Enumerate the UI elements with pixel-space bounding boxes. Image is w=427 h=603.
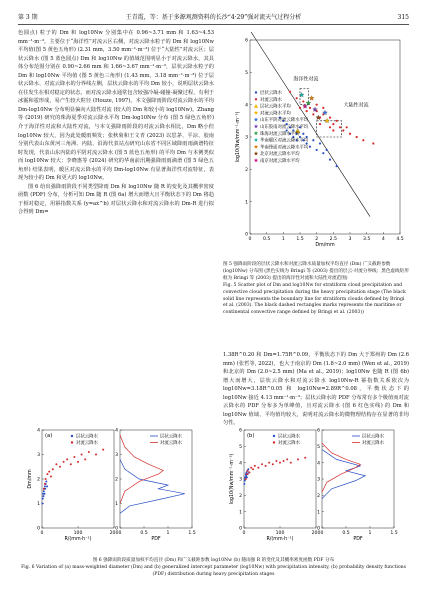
fig5-xtick-label: 4 [381,237,385,242]
figure-5-caption-cn: 图 5 强降雨阶段的层状云降水和对流云降水质量加权平均直径 (Dm) 广义截距参数 (log10Nw) 分布图 (黑色实线为 Bringi 等 (2003) 提出的层云-对流分界线；黑色虚线矩形框为 Bringi 等 (2003) 提出的海洋性对流和大陆性对流范围) [223,262,409,281]
fig6b-scatter-xlabel: R/(mm·h⁻¹) [266,537,294,542]
fig5-legend-label: 山东胶南对流云降水平均 [260,125,309,130]
fig6b-scatter-point-stratiform [246,476,248,478]
fig6b-scatter-point-convective [279,462,281,464]
fig6b-scatter-ylabel: log10(Nw/mm⁻¹·m⁻³) [230,453,235,505]
fig5-point-stratiform [302,133,304,135]
fig5-legend-swatch [255,91,257,93]
fig6a-scatter-point-convective [55,463,57,465]
fig6b-scatter-legend-swatch [273,441,275,443]
fig5-point-convective [319,123,321,125]
left-paragraph-1: 色圆点) 粒子的 Dm 和 log10Nw 分别集中在 0.96~3.71 mm 和 1.63~4.53 mm⁻¹·m⁻³，主要位于“海洋性”对流云区右侧，对流云降水粒子的 Dm 和 log10Nw 平均值(图 5 黄色五角形) (2.31 mm，3.50 mm⁻¹·m⁻³) 位于“大陆性”对流云区；层状云降水 (图 5 蓝色圆点) Dm 和 log10Nw 的值域范围明显小于对流云降水，其具体分布范围分别在 0.90~2.66 mm 和 1.66~3.67 mm⁻¹·m⁻³，层状云降水粒子的 Dm 和 log10Nw 平均值 (图 5 黄色三角形) (1.43 mm，3.18 mm⁻¹·m⁻³) 位于层状云降水、对流云降水的分界线左侧，层状云降水的平均 Dm 较小，说明层状云降水在往发生在相对稳定的状态，而对流云降水通常包含较强冷凝-碰撞-凝聚过程，有利于冰霰和雹形成，易产生较大粒径 (Houze, 1997)。本文强降雨阶段对流云降水的平均 Dm-log10Nw 分布明显偏向大陆性对流 (较大的 Dm 和较小的 log10Nw)。Zhang 等 (2019) 研究的珠海夏季对流云降水平均 Dm-log10Nw 分布 (图 5 绿色五角形) 介于海洋性对流和大陆性对流，与本文强降雨阶段的对流云降水相比，Dm 略小但 log10Nw 较大，因为此处暖雨频发；张秋菊和王文青 (2023) 以思茅、平凉、胶南分别代表山东黄河三角洲、内陆、沿海代表站点研究山东省不同区域降雨雨滴谱特征时发现，代表山东内陆的平阴对流云降水 (图 5 蓝色五角形) 的平均 Dm 与本例类似而 log10Nw 较大；李晓惠等 (2024) 研究的华南前汛期强降雨雨滴谱 (图 5 绿色五角形) 结果表明，暖区对流云降水的平均 Dm-log10Nw 有显著海洋性对流特征，表现为较小的 Dm 和更大的 log10Nw。 [18,30,214,182]
fig5-point-stratiform [329,159,331,161]
fig5-continental-label: 大陆性对流 [343,102,369,109]
fig6a-scatter-point-convective [95,454,97,456]
fig5-xtick-label: 3.5 [363,237,371,242]
fig6b-scatter-point-convective [283,460,285,462]
fig5-legend-label: 华南暖区对流云降水平均 [260,138,309,144]
fig5-legend-swatch [254,131,258,135]
fig5-point-convective [339,126,341,128]
fig5-point-convective [342,129,344,131]
fig5-ytick-label: 6 [245,38,248,44]
fig6a-pdf-line-stratiform [120,459,185,513]
fig5-point-convective [296,97,298,99]
fig6a-scatter-point-convective [50,476,52,478]
fig6b-scatter-legend-label: 对流云降水 [278,441,300,447]
fig6b-scatter-point-convective [245,478,247,480]
fig6a-pdf-legend-label: 对流云降水 [160,441,182,447]
fig6b-scatter-ytick-label: 6 [239,428,242,434]
fig6a-scatter-point-stratiform [42,498,44,500]
fig6a-scatter-point-stratiform [41,503,43,505]
fig6a-scatter-point-convective [43,488,45,490]
fig5-legend-swatch [254,117,258,121]
issue-label: 第 3 期 [18,14,38,21]
fig6a-scatter-point-stratiform [46,485,48,487]
fig5-legend-label: 层状云降水平均 [260,104,291,110]
fig5-point-convective [332,123,334,125]
fig6a-pdf-legend-label: 层状云降水 [160,434,182,440]
figure-5-scatter [228,32,408,258]
right-paragraph-1: 1.38R^0.20 和 Dm=1.75R^0.09，平衡状态下的 Dm 大于郑州的 Dm (2.6 mm) (张哲等, 2022)，也大于南京的 Dm (1.8~2.0 mm) (Wen et al., 2019) 和北京的 Dm (2.0~2.5 mm) (Ma et al., 2019)；log10Nw 也随 R (图 6b) 增大而增大，层状云降水和对流云降水 log10Nw-R 幂指数关系依次为 log10Nw=3.18R^0.05 和 log10Nw=2.89R^0.08，平衡状态下的 log10Nw 接近 4.13 mm⁻¹·m⁻³；层状云降水的 PDF 分布常有多个极值而对流云降水的 PDF 分布多为单峰值，且对流云降水 (图 6 红色实线) 的 Dm 和 log10Nw 值域、平均值均较大，说明对流云降水的微物理结构存在显著的非均匀性。 [223,352,409,427]
fig5-xtick-label: 1 [281,237,285,242]
fig5-legend-swatch [254,138,258,142]
fig5-ytick-label: 2 [245,167,248,173]
fig5-legend-label: 华南锋面对流云降水平均 [260,145,309,151]
fig5-legend-swatch [254,111,258,115]
fig6a-scatter-point-convective [73,456,75,458]
fig5-ytick-label: 4 [245,103,248,109]
fig6b-pdf-ytick-label: 2 [317,493,320,499]
fig5-point-convective [356,136,358,138]
fig6a-scatter-point-convective [66,458,68,460]
fig6a-pdf-xtick-label: 1 [166,531,170,536]
fig6a-scatter-point-stratiform [45,480,47,482]
left-text-column [18,29,214,217]
fig6a-scatter-point-convective [44,483,46,485]
fig6a-pdf-ytick-label: 4 [115,428,118,434]
fig6b-scatter-point-convective [275,460,277,462]
running-title: 王青霞，等：基于多源观测资料的长沙“4·29”强对流天气过程分析 [125,14,302,21]
figure-5-plot-area [235,32,404,248]
fig5-point-convective [312,113,314,115]
fig6b-pdf-xtick-label: 1 [368,531,372,536]
fig6b-pdf-legend-label: 层状云降水 [362,434,384,440]
fig5-point-convective [316,104,318,106]
figure-6-caption-cn: 图 6 强降雨阶段质量加权平均直径 (Dm) 和广义截距参数 log10Nw (b) 随雨强 R 的变化及其概率密度函数 PDF 分布 [92,558,335,563]
fig5-legend-swatch [254,124,258,128]
figure-5-caption [223,262,409,317]
page-number: 315 [397,14,409,21]
fig6b-pdf-ytick-label: 5 [317,444,320,450]
fig6b-pdf-xtick-label: 0 [320,531,324,536]
fig6a-scatter-legend-label: 层状云降水 [76,434,98,440]
right-text-column [223,351,409,428]
fig5-point-convective [302,100,304,102]
fig6a-scatter-xtick-label: 0 [40,531,44,536]
fig6a-scatter-point-convective [52,468,54,470]
fig5-point-convective [372,142,374,144]
fig6a-scatter-point-stratiform [42,495,44,497]
fig5-point-convective [349,133,351,135]
fig5-point-convective [322,107,324,109]
fig6b-scatter-point-convective [290,462,292,464]
fig6a-scatter-ylabel: Dm/mm [28,469,33,489]
fig6a-pdf-xlabel: PDF [151,537,161,542]
fig5-legend-swatch [254,145,258,149]
fig5-legend-label: 对流云降水 [260,97,282,103]
fig6a-pdf-ytick-label: 1 [115,502,118,508]
fig5-xtick-label: 4.5 [396,237,404,242]
fig5-point-stratiform [319,142,321,144]
fig5-xtick-label: 2 [315,237,319,242]
fig6a-scatter-point-convective [102,449,104,451]
fig6b-scatter-point-convective [272,463,274,465]
fig5-xtick-label: 0 [248,237,252,242]
fig6b-pdf-legend-label: 对流云降水 [362,441,384,447]
fig5-legend-label: 层状云降水 [260,91,282,96]
fig5-point-convective [299,107,301,109]
fig6b-scatter-point-convective [268,462,270,464]
fig6b-pdf-ytick-label: 4 [317,461,320,467]
fig6a-scatter-ytick-label: 4 [37,428,40,434]
fig6b-scatter-point-convective [248,471,250,473]
fig6a-pdf-ytick-label: 3 [115,453,118,459]
fig6a-pdf-line-convective [120,435,163,504]
figure-5-caption-en: Fig. 5 Scatter plot of Dm and log10Nw for stratiform cloud precipitation and convective cloud precipitation during the heavy precipitation stage (The black solid line represents the boundary line for stratiform clouds defined by Bringi et al. (2003). The black dashed rectangles marks represents the maritime or continental convective range defined by Bringi et al. (2003)) [223,282,406,316]
fig5-point-convective [346,126,348,128]
fig6b-scatter-point-convective [254,465,256,467]
fig6a-scatter-ytick-label: 3 [37,453,40,459]
fig5-legend-label: 南京对流云降水平均 [260,159,300,164]
figure-6-caption-en: Fig. 6 Variation of (a) mass-weighted diameter (Dm) and (b) generalized intercept parameter (log10Nw) with precipitation intensity, (b) probability density functions (PDF) distribution during heavy precipitation stages [21,564,406,577]
fig6b-scatter-legend-swatch [273,435,275,437]
fig6a-scatter-point-stratiform [44,493,46,495]
fig5-xtick-label: 1.5 [296,237,304,242]
left-paragraph-2: 图 6 给出强降雨阶段不同类型降雨 Dm 和 log10Nw 随 R 的变化及其概率密度函数 (PDF) 分布，分析可知 Dm 随 R (图 6a) 增大而增大且平衡状态下的 Dm 将趋于相对稳定，用幂指数关系 (y=ax^b) 对层状云降水和对流云降水的 Dm-R 进行拟合得到 Dm= [18,183,214,216]
fig5-xlabel: Dm/mm [315,243,335,248]
fig5-point-convective [309,107,311,109]
fig5-point-convective [289,91,291,93]
fig5-ytick-label: 3 [245,135,248,141]
fig6a-scatter-legend-label: 对流云降水 [76,441,98,447]
fig5-point-stratiform [336,165,338,167]
fig5-legend-swatch [254,151,258,155]
fig5-point-stratiform [312,139,314,141]
fig6a-scatter-point-convective [77,461,79,463]
fig6b-scatter-point-convective [286,458,288,460]
fig6b-scatter-legend-label: 层状云降水 [278,434,300,440]
fig5-mean-marker [316,115,321,120]
fig5-point-stratiform [316,149,318,151]
fig6a-scatter-point-convective [84,458,86,460]
fig5-mean-marker [325,118,330,123]
fig5-point-convective [332,129,334,131]
fig6b-pdf-xtick-label: 1.5 [390,531,398,536]
fig6b-scatter-point-convective [247,470,249,472]
fig6b-scatter-ytick-label: 5 [239,444,242,450]
fig5-point-stratiform [322,152,324,154]
fig5-legend-label: 对流云降水平均 [260,111,291,117]
fig6a-scatter-xtick-label: 200 [109,531,119,536]
fig6a-scatter-point-convective [88,451,90,453]
fig6b-pdf-line-stratiform [322,450,365,499]
fig6b-scatter-point-convective [252,468,254,470]
fig6b-pdf-xtick-label: 0.5 [342,531,350,536]
fig6b-scatter-ytick-label: 2 [239,493,242,499]
fig6a-pdf-xtick-label: 0 [118,531,122,536]
fig6a-scatter-legend-swatch [71,435,73,437]
fig6b-pdf-ytick-label: 6 [317,428,320,434]
fig6b-scatter-ytick-label: 4 [239,461,242,467]
fig6a-scatter-point-stratiform [43,490,45,492]
fig5-legend-swatch [255,98,257,100]
fig5-point-convective [329,117,331,119]
fig5-ytick-label: 1 [245,200,248,206]
fig5-ylabel: log10(Nw/mm⁻¹·m⁻³) [236,111,241,163]
fig6a-scatter-point-convective [81,454,83,456]
fig6b-scatter-xtick-label: 200 [311,531,321,536]
fig5-maritime-label: 海洋性对流 [293,76,319,83]
fig6b-scatter-point-convective [250,467,252,469]
fig6b-pdf-ytick-label: 0 [317,526,320,532]
fig6b-scatter-ytick-label: 1 [239,510,242,516]
fig6a-scatter-point-convective [48,471,50,473]
fig6b-scatter-point-convective [257,467,259,469]
fig6a-pdf-ytick-label: 0 [115,526,118,532]
fig5-xtick-label: 0.5 [263,237,271,242]
fig6b-scatter-point-stratiform [243,483,245,485]
fig5-xtick-label: 3 [348,237,352,242]
fig5-mean-marker [309,96,314,101]
fig6a-pdf-ytick-label: 2 [115,477,118,483]
fig5-legend-label: 珠海对流云降水平均 [260,131,300,137]
fig6b-scatter-point-convective [246,473,248,475]
fig5-mean-marker [303,104,308,109]
fig6a-pdf-xtick-label: 1.5 [188,531,196,536]
fig6b-scatter-point-convective [265,465,267,467]
fig5-point-stratiform [326,149,328,151]
fig6b-scatter-xtick-label: 0 [242,531,246,536]
fig6a-scatter-legend-swatch [71,441,73,443]
fig6a-scatter-xlabel: R/(mm·h⁻¹) [64,537,92,542]
fig5-ytick-label: 5 [245,70,248,76]
figure-6-panels [22,424,406,556]
fig6a-scatter-point-convective [63,461,65,463]
fig5-xtick-label: 2.5 [329,237,337,242]
fig5-point-convective [306,110,308,112]
fig6a-scatter-point-convective [46,473,48,475]
fig6a-scatter-point-convective [59,466,61,468]
fig6b-scatter-point-convective [297,458,299,460]
fig5-ytick-label: 0 [245,232,248,238]
fig5-point-stratiform [309,146,311,148]
fig6b-pdf-xlabel: PDF [353,537,363,542]
fig6a-scatter-ytick-label: 1 [37,502,40,508]
fig6a-scatter-ytick-label: 2 [37,477,40,483]
fig6b-scatter-xtick-label: 100 [275,531,285,536]
fig6b-scatter-point-convective [304,457,306,459]
fig6b-pdf-ytick-label: 1 [317,510,320,516]
fig5-legend-label: 山东平阴对流云降水平均 [260,118,309,124]
fig6a-scatter-panel-label: (a) [45,433,53,439]
fig6a-scatter-point-convective [45,478,47,480]
fig6b-scatter-ytick-label: 0 [239,526,242,532]
fig6b-scatter-panel-label: (b) [247,433,255,439]
fig5-legend-swatch [254,104,258,108]
fig6a-scatter-point-stratiform [44,485,46,487]
running-header [18,12,409,25]
fig6b-pdf-ytick-label: 3 [317,477,320,483]
fig6a-pdf-xtick-label: 0.5 [140,531,148,536]
fig6a-scatter-xtick-label: 100 [73,531,83,536]
fig5-point-convective [336,120,338,122]
fig5-point-convective [329,126,331,128]
figure-6-caption [18,558,409,579]
fig5-legend-swatch [254,158,258,162]
figure-6-plot-area [27,428,398,542]
fig6b-scatter-point-convective [261,463,263,465]
fig5-point-convective [362,139,364,141]
fig6a-scatter-ytick-label: 0 [37,526,40,532]
fig6a-scatter-point-convective [70,463,72,465]
fig5-legend-label: 北京对流云降水平均 [260,152,300,158]
fig6b-scatter-ytick-label: 3 [239,477,242,483]
